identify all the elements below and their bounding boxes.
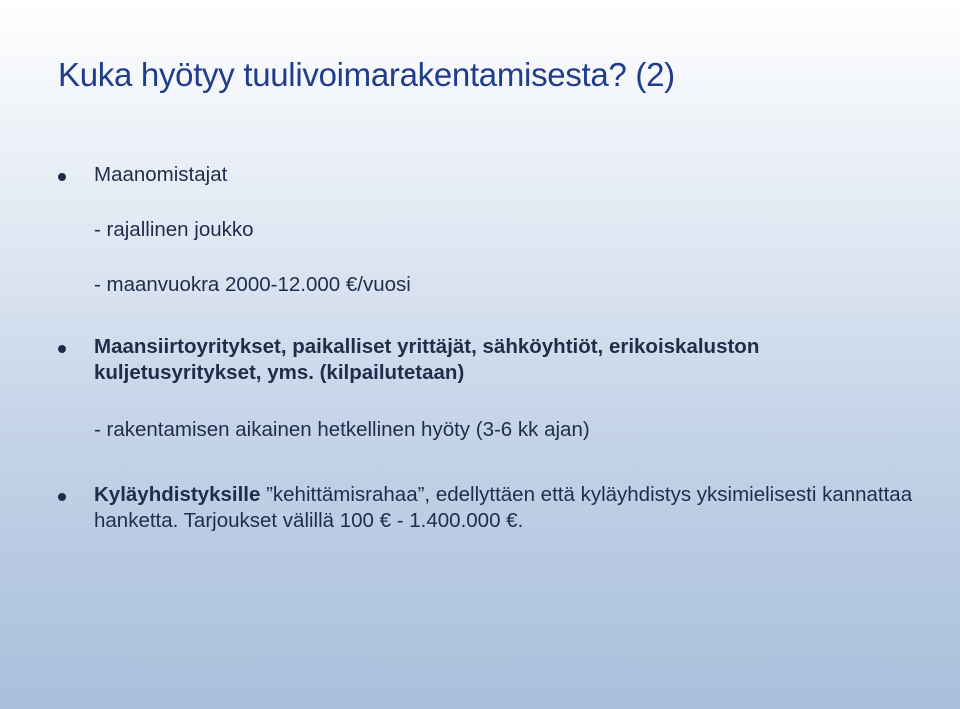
sub-line-limited-group: - rajallinen joukko: [94, 218, 254, 241]
bullet-rest-text: ”kehittämisrahaa”, edellyttäen että kyläyhdistys yksimielisesti kannattaa hanketta. Tarjoukset välillä 100 € - 1.400.000 €.: [94, 483, 913, 532]
bullet-landowners: [58, 162, 920, 188]
slide-title: Kuka hyötyy tuulivoimarakentamisesta? (2): [58, 56, 675, 93]
bullet-icon: [58, 173, 66, 181]
sub-line-land-rent: - maanvuokra 2000-12.000 €/vuosi: [94, 273, 411, 296]
bullet-text: Maansiirtoyritykset, paikalliset yrittäjät, sähköyhtiöt, erikoiskaluston kuljetusyritykset, yms. (kilpailutetaan): [94, 335, 760, 384]
bullet-icon: [58, 493, 66, 501]
bullet-text: [94, 482, 920, 534]
sub-line-construction-benefit: - rakentamisen aikainen hetkellinen hyöty (3-6 kk ajan): [94, 418, 590, 441]
bullet-lead-text: Kyläyhdistyksille: [94, 483, 261, 506]
bullet-village-associations: [58, 482, 920, 534]
bullet-text: Maanomistajat: [94, 163, 228, 186]
bullet-companies: [58, 334, 920, 386]
bullet-icon: [58, 345, 66, 353]
